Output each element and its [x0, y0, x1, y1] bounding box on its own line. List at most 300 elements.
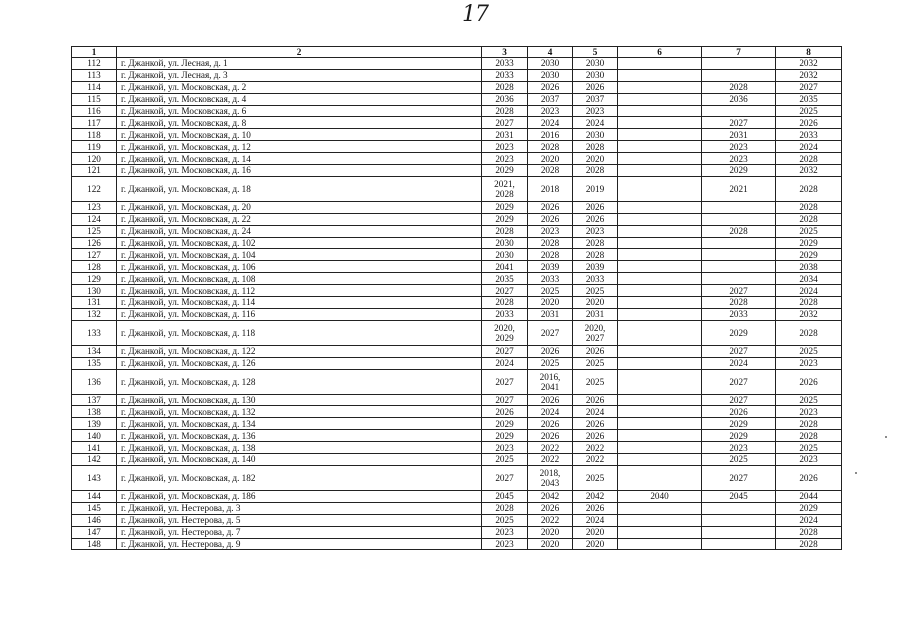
year-cell-4: 2026	[528, 430, 573, 442]
year-cell-4: 2028	[528, 165, 573, 177]
year-cell-6	[618, 345, 702, 357]
row-number-cell: 143	[72, 465, 117, 490]
year-cell-5: 2024	[573, 406, 618, 418]
year-cell-6	[618, 538, 702, 550]
year-cell-5: 2020	[573, 538, 618, 550]
address-cell: г. Джанкой, ул. Московская, д. 8	[117, 117, 482, 129]
column-header-1: 1	[72, 47, 117, 58]
table-row	[72, 129, 842, 141]
year-cell-3: 2029	[482, 165, 528, 177]
year-cell-5: 2026	[573, 201, 618, 213]
address-cell: г. Джанкой, ул. Московская, д. 182	[117, 465, 482, 490]
address-cell: г. Джанкой, ул. Нестерова, д. 5	[117, 514, 482, 526]
row-number-cell: 118	[72, 129, 117, 141]
year-cell-4: 2022	[528, 454, 573, 466]
year-cell-3: 2028	[482, 225, 528, 237]
year-cell-5: 2028	[573, 141, 618, 153]
year-cell-7	[702, 105, 776, 117]
table-row	[72, 176, 842, 201]
year-cell-7: 2027	[702, 345, 776, 357]
table-row	[72, 273, 842, 285]
year-cell-8: 2025	[776, 225, 842, 237]
year-cell-5: 2028	[573, 165, 618, 177]
year-cell-5: 2022	[573, 442, 618, 454]
year-cell-4: 2022	[528, 514, 573, 526]
row-number-cell: 114	[72, 81, 117, 93]
year-cell-8: 2028	[776, 297, 842, 309]
year-cell-5: 2026	[573, 502, 618, 514]
table-row	[72, 93, 842, 105]
address-cell: г. Джанкой, ул. Московская, д. 136	[117, 430, 482, 442]
year-cell-4: 2037	[528, 93, 573, 105]
year-cell-4: 2025	[528, 357, 573, 369]
page-number: 17	[462, 2, 488, 27]
address-cell: г. Джанкой, ул. Московская, д. 118	[117, 320, 482, 345]
year-cell-5: 2039	[573, 261, 618, 273]
year-cell-5: 2037	[573, 93, 618, 105]
year-cell-8: 2032	[776, 69, 842, 81]
year-cell-7	[702, 514, 776, 526]
year-cell-3: 2023	[482, 526, 528, 538]
year-cell-7: 2033	[702, 308, 776, 320]
address-cell: г. Джанкой, ул. Лесная, д. 1	[117, 58, 482, 70]
row-number-cell: 113	[72, 69, 117, 81]
year-cell-8: 2044	[776, 490, 842, 502]
row-number-cell: 136	[72, 369, 117, 394]
year-cell-7	[702, 249, 776, 261]
address-cell: г. Джанкой, ул. Московская, д. 140	[117, 454, 482, 466]
year-cell-7	[702, 213, 776, 225]
year-cell-6	[618, 93, 702, 105]
year-cell-4: 2033	[528, 273, 573, 285]
year-cell-7: 2027	[702, 117, 776, 129]
address-cell: г. Джанкой, ул. Московская, д. 24	[117, 225, 482, 237]
year-cell-7: 2027	[702, 285, 776, 297]
year-cell-5: 2042	[573, 490, 618, 502]
year-cell-8: 2028	[776, 176, 842, 201]
year-cell-8: 2033	[776, 129, 842, 141]
table-row	[72, 490, 842, 502]
address-cell: г. Джанкой, ул. Московская, д. 22	[117, 213, 482, 225]
year-cell-4: 2042	[528, 490, 573, 502]
year-cell-4: 2039	[528, 261, 573, 273]
year-cell-5: 2019	[573, 176, 618, 201]
table-row	[72, 465, 842, 490]
year-cell-7: 2027	[702, 465, 776, 490]
year-cell-3: 2025	[482, 514, 528, 526]
year-cell-4: 2026	[528, 81, 573, 93]
year-cell-7: 2029	[702, 165, 776, 177]
row-number-cell: 131	[72, 297, 117, 309]
address-cell: г. Джанкой, ул. Московская, д. 112	[117, 285, 482, 297]
year-cell-8: 2035	[776, 93, 842, 105]
year-cell-8: 2034	[776, 273, 842, 285]
year-cell-5: 2028	[573, 237, 618, 249]
year-cell-6: 2040	[618, 490, 702, 502]
year-cell-3: 2026	[482, 406, 528, 418]
table-header-row	[72, 47, 842, 58]
table-row	[72, 153, 842, 165]
year-cell-5: 2025	[573, 357, 618, 369]
year-cell-4: 2018	[528, 176, 573, 201]
year-cell-6	[618, 69, 702, 81]
table-row	[72, 369, 842, 394]
year-cell-6	[618, 81, 702, 93]
table-row	[72, 514, 842, 526]
row-number-cell: 140	[72, 430, 117, 442]
year-cell-4: 2028	[528, 141, 573, 153]
year-cell-8: 2024	[776, 141, 842, 153]
housing-repair-schedule-table	[71, 46, 842, 550]
table-row	[72, 69, 842, 81]
row-number-cell: 139	[72, 418, 117, 430]
year-cell-4: 2022	[528, 442, 573, 454]
year-cell-4: 2030	[528, 69, 573, 81]
year-cell-7	[702, 69, 776, 81]
row-number-cell: 146	[72, 514, 117, 526]
year-cell-8: 2026	[776, 117, 842, 129]
table-row	[72, 406, 842, 418]
year-cell-3: 2031	[482, 129, 528, 141]
year-cell-8: 2028	[776, 153, 842, 165]
year-cell-3: 2027	[482, 345, 528, 357]
year-cell-5: 2020	[573, 297, 618, 309]
year-cell-8: 2029	[776, 249, 842, 261]
year-cell-3: 2045	[482, 490, 528, 502]
address-cell: г. Джанкой, ул. Нестерова, д. 7	[117, 526, 482, 538]
year-cell-4: 2024	[528, 406, 573, 418]
year-cell-5: 2020	[573, 526, 618, 538]
year-cell-3: 2033	[482, 58, 528, 70]
year-cell-7: 2029	[702, 430, 776, 442]
year-cell-8: 2028	[776, 526, 842, 538]
row-number-cell: 148	[72, 538, 117, 550]
year-cell-3: 2029	[482, 418, 528, 430]
year-cell-8: 2024	[776, 514, 842, 526]
address-cell: г. Джанкой, ул. Московская, д. 16	[117, 165, 482, 177]
year-cell-6	[618, 320, 702, 345]
year-cell-6	[618, 308, 702, 320]
year-cell-3: 2029	[482, 430, 528, 442]
year-cell-7	[702, 526, 776, 538]
address-cell: г. Джанкой, ул. Московская, д. 12	[117, 141, 482, 153]
year-cell-7: 2023	[702, 141, 776, 153]
year-cell-8: 2032	[776, 165, 842, 177]
row-number-cell: 122	[72, 176, 117, 201]
year-cell-6	[618, 201, 702, 213]
year-cell-3: 2041	[482, 261, 528, 273]
year-cell-6	[618, 58, 702, 70]
table-row	[72, 357, 842, 369]
year-cell-6	[618, 369, 702, 394]
table-row	[72, 225, 842, 237]
table-row	[72, 141, 842, 153]
year-cell-5: 2026	[573, 394, 618, 406]
address-cell: г. Джанкой, ул. Московская, д. 132	[117, 406, 482, 418]
table-row	[72, 261, 842, 273]
year-cell-7: 2028	[702, 297, 776, 309]
year-cell-5: 2020, 2027	[573, 320, 618, 345]
year-cell-3: 2025	[482, 454, 528, 466]
column-header-7: 7	[702, 47, 776, 58]
year-cell-4: 2026	[528, 394, 573, 406]
table-row	[72, 117, 842, 129]
row-number-cell: 115	[72, 93, 117, 105]
year-cell-6	[618, 297, 702, 309]
address-cell: г. Джанкой, ул. Московская, д. 130	[117, 394, 482, 406]
column-header-2: 2	[117, 47, 482, 58]
year-cell-3: 2027	[482, 117, 528, 129]
table-row	[72, 308, 842, 320]
year-cell-5: 2025	[573, 465, 618, 490]
year-cell-6	[618, 237, 702, 249]
table-row	[72, 418, 842, 430]
year-cell-5: 2020	[573, 153, 618, 165]
year-cell-6	[618, 153, 702, 165]
year-cell-5: 2026	[573, 430, 618, 442]
year-cell-6	[618, 526, 702, 538]
year-cell-4: 2026	[528, 502, 573, 514]
address-cell: г. Джанкой, ул. Московская, д. 20	[117, 201, 482, 213]
year-cell-8: 2026	[776, 369, 842, 394]
year-cell-3: 2021, 2028	[482, 176, 528, 201]
year-cell-4: 2030	[528, 58, 573, 70]
year-cell-3: 2029	[482, 201, 528, 213]
year-cell-7: 2027	[702, 369, 776, 394]
year-cell-5: 2023	[573, 105, 618, 117]
year-cell-5: 2030	[573, 129, 618, 141]
address-cell: г. Джанкой, ул. Лесная, д. 3	[117, 69, 482, 81]
row-number-cell: 127	[72, 249, 117, 261]
year-cell-8: 2023	[776, 406, 842, 418]
year-cell-7: 2025	[702, 454, 776, 466]
year-cell-5: 2033	[573, 273, 618, 285]
year-cell-4: 2018, 2043	[528, 465, 573, 490]
year-cell-7	[702, 58, 776, 70]
address-cell: г. Джанкой, ул. Московская, д. 10	[117, 129, 482, 141]
year-cell-8: 2025	[776, 105, 842, 117]
table-row	[72, 538, 842, 550]
table-row	[72, 394, 842, 406]
address-cell: г. Джанкой, ул. Нестерова, д. 9	[117, 538, 482, 550]
address-cell: г. Джанкой, ул. Московская, д. 126	[117, 357, 482, 369]
year-cell-8: 2029	[776, 237, 842, 249]
year-cell-4: 2028	[528, 237, 573, 249]
year-cell-7	[702, 237, 776, 249]
row-number-cell: 116	[72, 105, 117, 117]
table-row	[72, 201, 842, 213]
row-number-cell: 129	[72, 273, 117, 285]
address-cell: г. Джанкой, ул. Нестерова, д. 3	[117, 502, 482, 514]
year-cell-4: 2023	[528, 105, 573, 117]
row-number-cell: 117	[72, 117, 117, 129]
row-number-cell: 121	[72, 165, 117, 177]
year-cell-6	[618, 261, 702, 273]
year-cell-7: 2045	[702, 490, 776, 502]
year-cell-5: 2026	[573, 345, 618, 357]
year-cell-4: 2025	[528, 285, 573, 297]
year-cell-4: 2020	[528, 538, 573, 550]
year-cell-5: 2024	[573, 117, 618, 129]
year-cell-7: 2027	[702, 394, 776, 406]
year-cell-7: 2023	[702, 153, 776, 165]
year-cell-3: 2023	[482, 141, 528, 153]
column-header-5: 5	[573, 47, 618, 58]
year-cell-7: 2023	[702, 442, 776, 454]
address-cell: г. Джанкой, ул. Московская, д. 106	[117, 261, 482, 273]
year-cell-3: 2028	[482, 105, 528, 117]
address-cell: г. Джанкой, ул. Московская, д. 18	[117, 176, 482, 201]
year-cell-6	[618, 465, 702, 490]
row-number-cell: 124	[72, 213, 117, 225]
year-cell-7: 2028	[702, 81, 776, 93]
year-cell-3: 2023	[482, 442, 528, 454]
year-cell-6	[618, 454, 702, 466]
table-row	[72, 345, 842, 357]
year-cell-3: 2027	[482, 285, 528, 297]
row-number-cell: 125	[72, 225, 117, 237]
row-number-cell: 144	[72, 490, 117, 502]
year-cell-5: 2030	[573, 58, 618, 70]
year-cell-5: 2024	[573, 514, 618, 526]
column-header-4: 4	[528, 47, 573, 58]
year-cell-3: 2029	[482, 213, 528, 225]
year-cell-8: 2025	[776, 394, 842, 406]
year-cell-8: 2028	[776, 213, 842, 225]
table-row	[72, 430, 842, 442]
table-row	[72, 249, 842, 261]
year-cell-3: 2028	[482, 502, 528, 514]
address-cell: г. Джанкой, ул. Московская, д. 128	[117, 369, 482, 394]
year-cell-7: 2031	[702, 129, 776, 141]
year-cell-8: 2025	[776, 345, 842, 357]
year-cell-3: 2030	[482, 237, 528, 249]
year-cell-6	[618, 357, 702, 369]
year-cell-3: 2027	[482, 465, 528, 490]
year-cell-7: 2024	[702, 357, 776, 369]
year-cell-6	[618, 406, 702, 418]
year-cell-5: 2025	[573, 369, 618, 394]
year-cell-6	[618, 225, 702, 237]
year-cell-8: 2029	[776, 502, 842, 514]
year-cell-6	[618, 105, 702, 117]
table-body	[72, 58, 842, 550]
year-cell-8: 2023	[776, 454, 842, 466]
year-cell-8: 2026	[776, 465, 842, 490]
year-cell-8: 2038	[776, 261, 842, 273]
address-cell: г. Джанкой, ул. Московская, д. 108	[117, 273, 482, 285]
year-cell-5: 2026	[573, 81, 618, 93]
year-cell-3: 2033	[482, 69, 528, 81]
year-cell-4: 2026	[528, 213, 573, 225]
year-cell-6	[618, 430, 702, 442]
row-number-cell: 133	[72, 320, 117, 345]
year-cell-7	[702, 502, 776, 514]
row-number-cell: 137	[72, 394, 117, 406]
year-cell-7: 2029	[702, 320, 776, 345]
row-number-cell: 142	[72, 454, 117, 466]
year-cell-8: 2024	[776, 285, 842, 297]
address-cell: г. Джанкой, ул. Московская, д. 2	[117, 81, 482, 93]
year-cell-3: 2023	[482, 153, 528, 165]
address-cell: г. Джанкой, ул. Московская, д. 114	[117, 297, 482, 309]
year-cell-4: 2026	[528, 345, 573, 357]
year-cell-8: 2027	[776, 81, 842, 93]
year-cell-3: 2028	[482, 81, 528, 93]
year-cell-8: 2028	[776, 538, 842, 550]
year-cell-8: 2028	[776, 201, 842, 213]
year-cell-8: 2023	[776, 357, 842, 369]
year-cell-4: 2016	[528, 129, 573, 141]
year-cell-6	[618, 129, 702, 141]
year-cell-3: 2024	[482, 357, 528, 369]
year-cell-7	[702, 538, 776, 550]
year-cell-3: 2027	[482, 394, 528, 406]
column-header-6: 6	[618, 47, 702, 58]
year-cell-6	[618, 213, 702, 225]
year-cell-7: 2021	[702, 176, 776, 201]
year-cell-4: 2020	[528, 153, 573, 165]
year-cell-4: 2023	[528, 225, 573, 237]
year-cell-6	[618, 117, 702, 129]
year-cell-7: 2028	[702, 225, 776, 237]
table-row	[72, 81, 842, 93]
year-cell-7: 2029	[702, 418, 776, 430]
table-row	[72, 454, 842, 466]
year-cell-6	[618, 394, 702, 406]
table-row	[72, 502, 842, 514]
year-cell-4: 2016, 2041	[528, 369, 573, 394]
year-cell-7	[702, 273, 776, 285]
scan-speck	[855, 472, 857, 474]
row-number-cell: 147	[72, 526, 117, 538]
table-row	[72, 105, 842, 117]
year-cell-6	[618, 285, 702, 297]
year-cell-6	[618, 273, 702, 285]
year-cell-5: 2026	[573, 213, 618, 225]
year-cell-8: 2025	[776, 442, 842, 454]
year-cell-3: 2023	[482, 538, 528, 550]
year-cell-8: 2032	[776, 58, 842, 70]
year-cell-6	[618, 165, 702, 177]
year-cell-8: 2028	[776, 320, 842, 345]
year-cell-4: 2031	[528, 308, 573, 320]
row-number-cell: 120	[72, 153, 117, 165]
row-number-cell: 134	[72, 345, 117, 357]
year-cell-3: 2028	[482, 297, 528, 309]
row-number-cell: 112	[72, 58, 117, 70]
row-number-cell: 128	[72, 261, 117, 273]
table-row	[72, 442, 842, 454]
address-cell: г. Джанкой, ул. Московская, д. 4	[117, 93, 482, 105]
year-cell-8: 2028	[776, 430, 842, 442]
address-cell: г. Джанкой, ул. Московская, д. 116	[117, 308, 482, 320]
table-row	[72, 526, 842, 538]
address-cell: г. Джанкой, ул. Московская, д. 122	[117, 345, 482, 357]
year-cell-5: 2025	[573, 285, 618, 297]
year-cell-6	[618, 418, 702, 430]
year-cell-3: 2033	[482, 308, 528, 320]
year-cell-6	[618, 176, 702, 201]
year-cell-6	[618, 141, 702, 153]
address-cell: г. Джанкой, ул. Московская, д. 14	[117, 153, 482, 165]
year-cell-4: 2027	[528, 320, 573, 345]
year-cell-3: 2020, 2029	[482, 320, 528, 345]
address-cell: г. Джанкой, ул. Московская, д. 186	[117, 490, 482, 502]
year-cell-8: 2028	[776, 418, 842, 430]
row-number-cell: 135	[72, 357, 117, 369]
year-cell-3: 2036	[482, 93, 528, 105]
